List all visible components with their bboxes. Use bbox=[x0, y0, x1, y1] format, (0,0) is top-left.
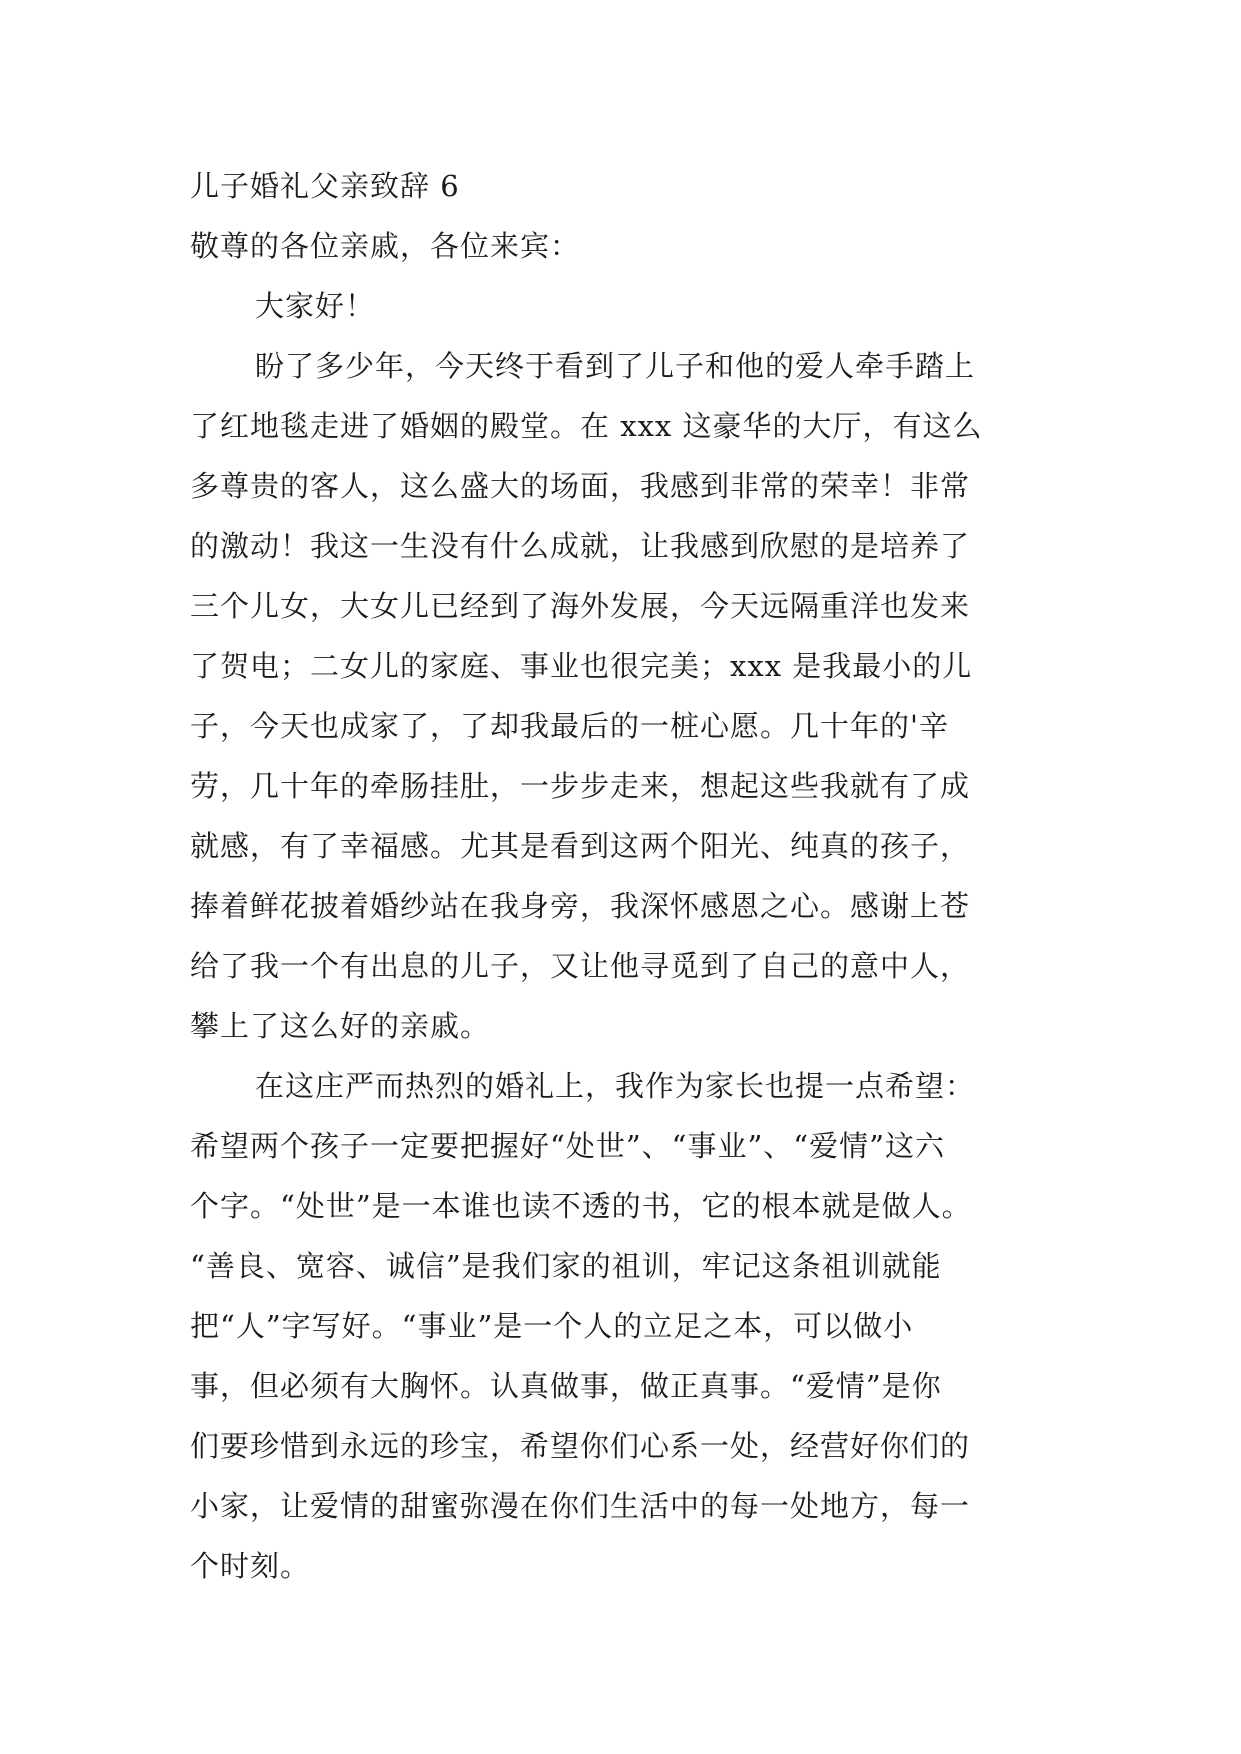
paragraph-line: 个时刻。 bbox=[190, 1549, 311, 1583]
greeting: 大家好！ bbox=[255, 289, 376, 323]
paragraph-line: 给了我一个有出息的儿子，又让他寻觅到了自己的意中人， bbox=[190, 949, 971, 983]
paragraph-line: 就感，有了幸福感。尤其是看到这两个阳光、纯真的孩子， bbox=[190, 829, 971, 863]
paragraph-line: 了红地毯走进了婚姻的殿堂。在 xxx 这豪华的大厅，有这么 bbox=[190, 409, 983, 443]
paragraph-line: 盼了多少年，今天终于看到了儿子和他的爱人牵手踏上 bbox=[255, 349, 976, 383]
paragraph-line: 事，但必须有大胸怀。认真做事，做正真事。“爱情”是你 bbox=[190, 1369, 942, 1403]
paragraph-line: 三个儿女，大女儿已经到了海外发展，今天远隔重洋也发来 bbox=[190, 589, 971, 623]
paragraph-line: “善良、宽容、诚信”是我们家的祖训，牢记这条祖训就能 bbox=[190, 1249, 942, 1283]
paragraph-line: 的激动！我这一生没有什么成就，让我感到欣慰的是培养了 bbox=[190, 529, 971, 563]
document-title: 儿子婚礼父亲致辞 6 bbox=[190, 169, 460, 203]
paragraph-line: 多尊贵的客人，这么盛大的场面，我感到非常的荣幸！非常 bbox=[190, 469, 971, 503]
paragraph-line: 子，今天也成家了，了却我最后的一桩心愿。几十年的'辛 bbox=[190, 709, 949, 743]
paragraph-line: 在这庄严而热烈的婚礼上，我作为家长也提一点希望： bbox=[255, 1069, 976, 1103]
paragraph-line: 希望两个孩子一定要把握好“处世”、“事业”、“爱情”这六 bbox=[190, 1129, 945, 1163]
paragraph-line: 个字。“处世”是一本谁也读不透的书，它的根本就是做人。 bbox=[190, 1189, 972, 1223]
paragraph-line: 小家，让爱情的甜蜜弥漫在你们生活中的每一处地方，每一 bbox=[190, 1489, 971, 1523]
paragraph-line: 捧着鲜花披着婚纱站在我身旁，我深怀感恩之心。感谢上苍 bbox=[190, 889, 971, 923]
paragraph-line: 劳，几十年的牵肠挂肚，一步步走来，想起这些我就有了成 bbox=[190, 769, 971, 803]
paragraph-line: 攀上了这么好的亲戚。 bbox=[190, 1009, 491, 1043]
paragraph-line: 们要珍惜到永远的珍宝，希望你们心系一处，经营好你们的 bbox=[190, 1429, 971, 1463]
salutation: 敬尊的各位亲戚，各位来宾： bbox=[190, 229, 581, 263]
paragraph-line: 把“人”字写好。“事业”是一个人的立足之本，可以做小 bbox=[190, 1309, 914, 1343]
paragraph-line: 了贺电；二女儿的家庭、事业也很完美；xxx 是我最小的儿 bbox=[190, 649, 973, 683]
